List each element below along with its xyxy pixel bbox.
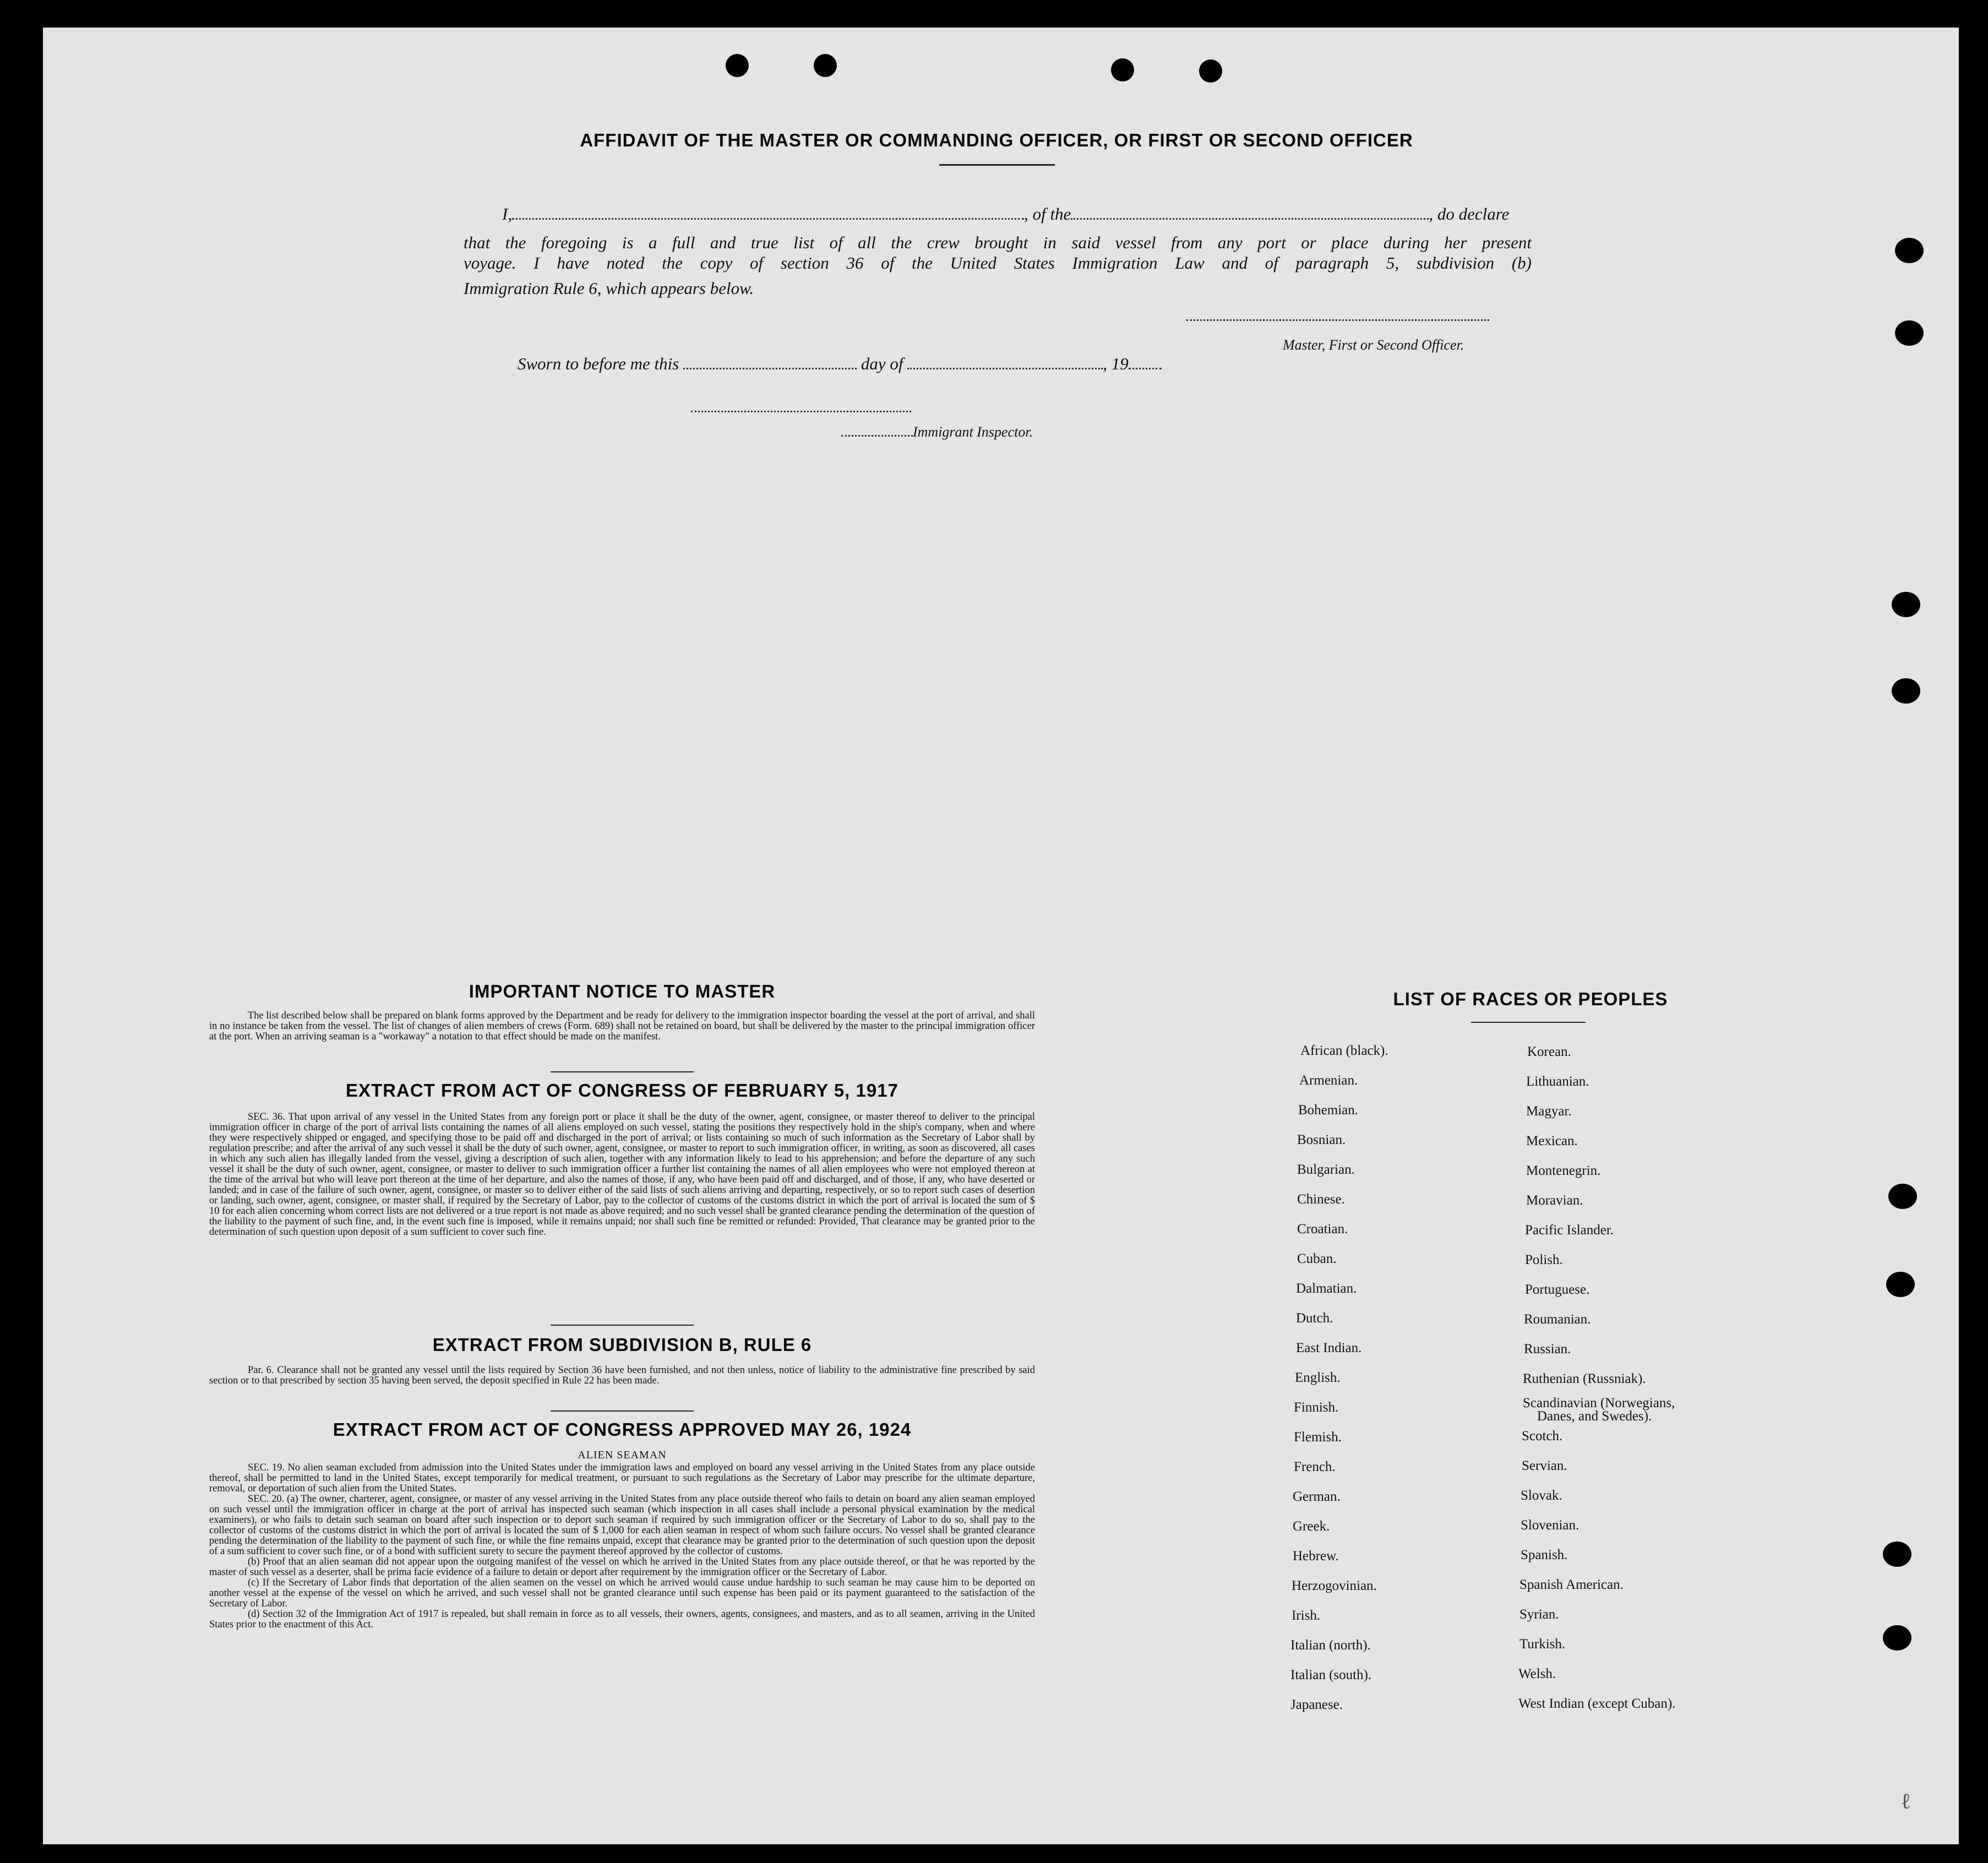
declarant-name-field[interactable] — [512, 203, 1024, 220]
race-item: Finnish. — [1294, 1400, 1339, 1415]
sworn-month-field[interactable] — [907, 352, 1103, 369]
race-item: Greek. — [1293, 1519, 1330, 1534]
race-item: Hebrew. — [1293, 1549, 1339, 1564]
race-item: Spanish. — [1521, 1548, 1568, 1562]
divider — [1471, 1022, 1586, 1023]
inspector-label: Immigrant Inspector. — [913, 424, 1033, 440]
sworn-line — [518, 352, 1162, 374]
margin-mark: ℓ — [1900, 1789, 1911, 1813]
race-item: Italian (south). — [1290, 1668, 1372, 1682]
punch-hole — [1892, 678, 1920, 704]
divider — [551, 1071, 694, 1072]
extract-rule6-body — [209, 1365, 1035, 1386]
master-signature-label: Master, First or Second Officer. — [1283, 337, 1464, 353]
race-item: Portuguese. — [1525, 1282, 1590, 1297]
sworn-year-prefix: , 19 — [1103, 354, 1129, 373]
sec-20c-paragraph: (c) If the Secretary of Labor finds that deportation of the alien seamen on the vessel on which he arrived would cause undue hardship to such seaman he may cause him to be deported on another vessel at the expense of the vessel on which he arrived, and such vessel shall not be granted clearance until such expense has been paid or its payment guaranteed to the satisfaction of the Secretary of Labor. — [209, 1577, 1035, 1609]
alien-seaman-subtitle: ALIEN SEAMAN — [578, 1449, 667, 1461]
par-6-paragraph: Par. 6. Clearance shall not be granted any vessel until the lists required by Section 36 have been furnished, and not then unless, notice of liability to the administrative fine prescribed by said section or to that prescribed by section 35 having been served, the deposit specified in Rule 22 has been made. — [209, 1365, 1035, 1386]
race-item: Croatian. — [1297, 1222, 1348, 1236]
affidavit-title: AFFIDAVIT OF THE MASTER OR COMMANDING OFFICER, OR FIRST OR SECOND OFFICER — [580, 130, 1413, 150]
race-item: African (black). — [1300, 1043, 1388, 1058]
race-item: Slovak. — [1521, 1488, 1562, 1503]
race-item: Cuban. — [1297, 1251, 1337, 1266]
punch-hole — [726, 54, 749, 77]
sec-20b-paragraph: (b) Proof that an alien seaman did not appear upon the outgoing manifest of the vessel on which he arrived in the United States from any place outside thereof, or that he was reported by the master of such vessel as a deserter, shall be prima facie evidence of a failure to detain or deport after requirement by the immigration officer or the Secretary of Labor. — [209, 1556, 1035, 1578]
affidavit-text-line-4: Immigration Rule 6, which appears below. — [464, 279, 754, 298]
inspector-signature-field[interactable] — [691, 411, 911, 412]
sec-20a-paragraph: SEC. 20. (a) The owner, charterer, agent, consignee, or master of any vessel arriving in the United States from any place outside thereof who fails to detain on board any alien seaman employed on such vessel until the immigration officer in charge at the port of arrival has inspected such seaman (which inspection in all cases shall include a personal physical examination by the medical examiners), or who fails to detain such seaman on board after such inspection or to deport such seaman if required by such immigration officer or the Secretary of Labor to do so, shall pay to the collector of customs of the customs district in which the port of arrival is located the sum of $ 1,000 for each alien seaman in respect of whom such failure occurs. No vessel shall be granted clearance pending the determination of the liability to the payment of such fine, or while the fine remains unpaid, except that clearance may be granted prior to the determination of such question upon the deposit of a sum sufficient to cover such fine, or of a bond with sufficient surety to secure the payment thereof approved by the collector of customs. — [209, 1494, 1035, 1557]
punch-hole — [1892, 592, 1920, 617]
race-item: Roumanian. — [1524, 1312, 1591, 1327]
notice-title: IMPORTANT NOTICE TO MASTER — [469, 981, 776, 1001]
race-item: Montenegrin. — [1526, 1163, 1601, 1178]
sworn-day-of: day of — [860, 354, 903, 373]
race-item: Korean. — [1527, 1044, 1571, 1059]
race-item: Polish. — [1525, 1252, 1563, 1267]
inspector-name-field[interactable] — [841, 424, 913, 437]
extract-1917-body — [209, 1112, 1035, 1238]
race-item: Japanese. — [1290, 1697, 1343, 1712]
race-item: Servian. — [1522, 1458, 1567, 1473]
race-item: East Indian. — [1296, 1341, 1362, 1355]
affidavit-line-1 — [502, 203, 1509, 224]
punch-hole — [1886, 1272, 1915, 1297]
affidavit-text-line-3: voyage. I have noted the copy of section 36 of the United States Immigration Law and of paragraph 5, subdivision (b) — [464, 253, 1532, 273]
notice-body — [209, 1011, 1035, 1042]
race-item-continued: Danes, and Swedes). — [1537, 1409, 1652, 1424]
declare-text: , do declare — [1429, 204, 1510, 224]
race-item: Dalmatian. — [1296, 1281, 1357, 1296]
race-item: Welsh. — [1518, 1666, 1556, 1681]
vessel-name-field[interactable] — [1071, 203, 1429, 220]
race-item: Irish. — [1292, 1608, 1321, 1623]
divider — [551, 1410, 694, 1412]
race-item: Scandinavian (Norwegians, — [1523, 1396, 1675, 1410]
affidavit-text-line-2: that the foregoing is a full and true list of all the crew brought in said vessel from any port or place during her present — [464, 233, 1532, 252]
punch-hole — [814, 54, 837, 77]
extract-1924-title: EXTRACT FROM ACT OF CONGRESS APPROVED MAY 26, 1924 — [333, 1419, 912, 1440]
sworn-prefix: Sworn to before me this — [518, 354, 679, 373]
race-item: Mexican. — [1526, 1134, 1578, 1148]
race-item: Chinese. — [1297, 1192, 1345, 1207]
race-item: West Indian (except Cuban). — [1518, 1696, 1676, 1711]
race-item: Lithuanian. — [1526, 1074, 1589, 1089]
punch-hole — [1895, 320, 1924, 346]
race-item: Dutch. — [1296, 1311, 1333, 1326]
race-item: Ruthenian (Russniak). — [1523, 1371, 1646, 1386]
races-title: LIST OF RACES OR PEOPLES — [1393, 989, 1668, 1009]
sec-20d-paragraph: (d) Section 32 of the Immigration Act of 1917 is repealed, but shall remain in force as to all vessels, their owners, agents, consignees, and masters, and as to all seamen, arriving in the United States prior to the enactment of this Act. — [209, 1609, 1035, 1630]
race-item: Turkish. — [1519, 1637, 1566, 1652]
race-item: Scotch. — [1522, 1429, 1563, 1443]
race-item: Herzogovinian. — [1292, 1578, 1377, 1593]
notice-paragraph: The list described below shall be prepared on blank forms approved by the Department and be ready for delivery to the immigration inspector boarding the vessel at the port of arrival, and shall in no instance be taken from the vessel. The list of changes of alien members of crews (Form. 689) shall not be retained on board, but shall be delivered by the master to the principal immigration officer at the port. When an arriving seaman is a "workaway" a notation to that effect should be made on the manifest. — [209, 1010, 1035, 1042]
punch-hole — [1199, 59, 1222, 83]
divider — [939, 164, 1055, 166]
sworn-year-field[interactable] — [1129, 352, 1162, 369]
race-item: Spanish American. — [1519, 1577, 1624, 1592]
punch-hole — [1888, 1184, 1917, 1209]
race-item: French. — [1294, 1459, 1336, 1474]
extract-1924-body — [209, 1447, 1035, 1630]
declarant-prefix: I, — [502, 204, 513, 224]
punch-hole — [1883, 1541, 1911, 1567]
punch-hole — [1883, 1625, 1911, 1650]
race-item: Pacific Islander. — [1525, 1223, 1614, 1238]
extract-1917-title: EXTRACT FROM ACT OF CONGRESS OF FEBRUARY 5, 1917 — [346, 1080, 898, 1101]
inspector-label-line — [841, 424, 1033, 440]
race-item: Flemish. — [1294, 1430, 1342, 1445]
race-item: Russian. — [1524, 1342, 1571, 1357]
punch-hole — [1111, 58, 1134, 81]
divider — [551, 1325, 694, 1326]
race-item: Magyar. — [1526, 1104, 1572, 1119]
extract-rule6-title: EXTRACT FROM SUBDIVISION B, RULE 6 — [432, 1334, 812, 1355]
race-item: Bohemian. — [1298, 1103, 1359, 1118]
race-item: English. — [1295, 1370, 1341, 1385]
race-item: Bulgarian. — [1297, 1162, 1355, 1177]
race-item: Slovenian. — [1521, 1518, 1579, 1533]
sec-19-paragraph: SEC. 19. No alien seaman excluded from admission into the United States under the immigration laws and employed on board any vessel arriving in the United States from any place outside thereof, shall be permitted to land in the United States, except temporarily for medical treatment, or pursuant to such regulations as the Secretary of Labor may prescribe for the ultimate departure, removal, or deportation of such alien from the United States. — [209, 1462, 1035, 1494]
race-item: Armenian. — [1299, 1073, 1358, 1088]
punch-hole — [1895, 238, 1924, 263]
vessel-prefix: , of the — [1024, 204, 1071, 224]
sworn-day-field[interactable] — [683, 352, 857, 369]
race-item: Bosnian. — [1297, 1132, 1346, 1147]
master-signature-field[interactable] — [1186, 319, 1489, 321]
race-item: Moravian. — [1526, 1193, 1583, 1208]
race-item: Italian (north). — [1290, 1638, 1371, 1653]
race-item: German. — [1293, 1489, 1341, 1504]
section-36-paragraph: SEC. 36. That upon arrival of any vessel in the United States from any foreign port or place it shall be the duty of the owner, agent, consignee, or master thereof to deliver to the principal immigration officer in charge of the port of arrival lists containing the names of all aliens employed on such vessel, stating the positions they respectively hold in the ship's company, when and where they were respectively shipped or engaged, and specifying those to be paid off and discharged in the port of arrival; or lists containing so much of such information as the Secretary of Labor shall by regulation prescribe; and after the arrival of any such vessel it shall be the duty of such owner, agent, consignee, or master to report to such immigration officer, in writing, as soon as discovered, all cases in which any such alien has illegally landed from the vessel, giving a description of such alien, together with any information likely to lead to his apprehension; and before the departure of any such vessel it shall be the duty of such owner, agent, consignee, or master to deliver to such immigration officer a further list containing the names of all alien employees who were not employed thereon at the time of the arrival but who will leave port thereon at the time of her departure, and also the names of those, if any, who have been paid off and discharged, and of those, if any, who have deserted or landed; and in case of the failure of such owner, agent, consignee, or master so to deliver either of the said lists of such aliens arriving and departing, respectively, or so to report such cases of desertion or landing, such owner, agent, consignee, or master shall, if required by the Secretary of Labor, pay to the collector of customs of the customs district in which the port of arrival is located the sum of $ 10 for each alien concerning whom correct lists are not delivered or a true report is not made as above required; and no such vessel shall be granted clearance pending the determination of the question of the liability to the payment of such fine, and, in the event such fine is imposed, while it remains unpaid; nor shall such fine be remitted or refunded: Provided, That clearance may be granted prior to the determination of such question upon deposit of a sum sufficient to cover such fine. — [209, 1112, 1035, 1238]
race-item: Syrian. — [1519, 1607, 1559, 1622]
